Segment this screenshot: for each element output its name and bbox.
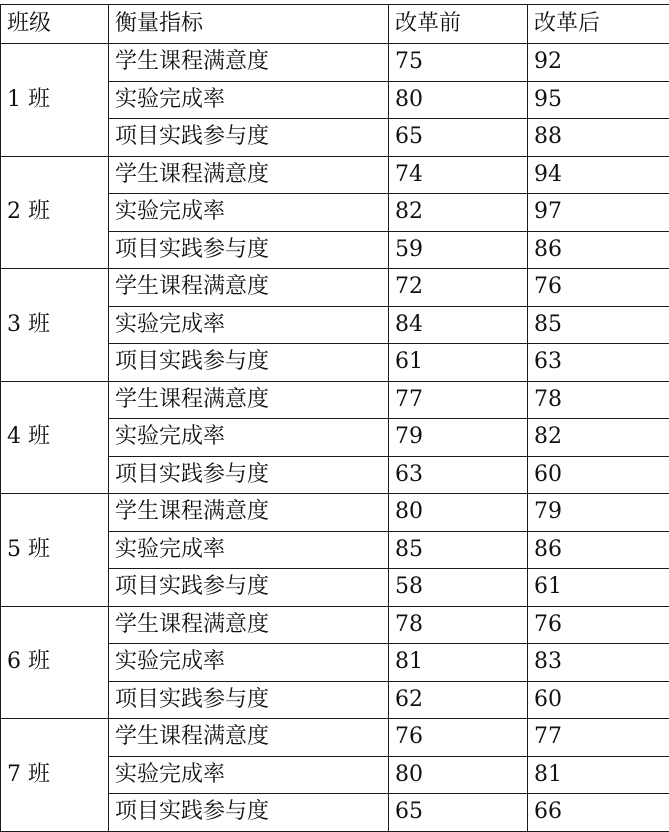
before-value-cell: 65 bbox=[389, 119, 528, 157]
header-before: 改革前 bbox=[389, 5, 528, 44]
after-value-cell: 60 bbox=[528, 681, 669, 719]
metric-cell: 学生课程满意度 bbox=[109, 269, 389, 307]
before-value-cell: 85 bbox=[389, 531, 528, 569]
after-value-cell: 82 bbox=[528, 419, 669, 457]
metric-cell: 学生课程满意度 bbox=[109, 494, 389, 532]
after-value-cell: 94 bbox=[528, 156, 669, 194]
after-value-cell: 97 bbox=[528, 194, 669, 232]
table-row bbox=[1, 719, 669, 757]
before-value-cell: 59 bbox=[389, 231, 528, 269]
metric-cell: 项目实践参与度 bbox=[109, 794, 389, 832]
after-value-cell: 60 bbox=[528, 456, 669, 494]
after-value-cell: 66 bbox=[528, 794, 669, 832]
before-value-cell: 75 bbox=[389, 44, 528, 82]
after-value-cell: 88 bbox=[528, 119, 669, 157]
header-after: 改革后 bbox=[528, 5, 669, 44]
header-metric: 衡量指标 bbox=[109, 5, 389, 44]
before-value-cell: 77 bbox=[389, 381, 528, 419]
table-row bbox=[1, 44, 669, 82]
table-row bbox=[1, 156, 669, 194]
table-header bbox=[1, 5, 669, 44]
before-value-cell: 79 bbox=[389, 419, 528, 457]
class-cell: 5 班 bbox=[1, 494, 109, 607]
after-value-cell: 81 bbox=[528, 756, 669, 794]
before-value-cell: 72 bbox=[389, 269, 528, 307]
after-value-cell: 61 bbox=[528, 569, 669, 607]
before-value-cell: 74 bbox=[389, 156, 528, 194]
metric-cell: 实验完成率 bbox=[109, 756, 389, 794]
after-value-cell: 83 bbox=[528, 644, 669, 682]
class-cell: 4 班 bbox=[1, 381, 109, 494]
header-row bbox=[1, 5, 669, 44]
metric-cell: 项目实践参与度 bbox=[109, 456, 389, 494]
class-cell: 3 班 bbox=[1, 269, 109, 382]
metric-cell: 项目实践参与度 bbox=[109, 569, 389, 607]
before-value-cell: 62 bbox=[389, 681, 528, 719]
after-value-cell: 77 bbox=[528, 719, 669, 757]
metric-cell: 学生课程满意度 bbox=[109, 719, 389, 757]
before-value-cell: 82 bbox=[389, 194, 528, 232]
after-value-cell: 86 bbox=[528, 231, 669, 269]
class-reform-table bbox=[0, 4, 669, 832]
metric-cell: 学生课程满意度 bbox=[109, 606, 389, 644]
metric-cell: 项目实践参与度 bbox=[109, 231, 389, 269]
after-value-cell: 76 bbox=[528, 606, 669, 644]
metric-cell: 实验完成率 bbox=[109, 81, 389, 119]
after-value-cell: 63 bbox=[528, 344, 669, 382]
before-value-cell: 58 bbox=[389, 569, 528, 607]
after-value-cell: 92 bbox=[528, 44, 669, 82]
metric-cell: 项目实践参与度 bbox=[109, 119, 389, 157]
before-value-cell: 84 bbox=[389, 306, 528, 344]
after-value-cell: 79 bbox=[528, 494, 669, 532]
metric-cell: 实验完成率 bbox=[109, 531, 389, 569]
after-value-cell: 95 bbox=[528, 81, 669, 119]
metric-cell: 实验完成率 bbox=[109, 419, 389, 457]
before-value-cell: 80 bbox=[389, 494, 528, 532]
before-value-cell: 65 bbox=[389, 794, 528, 832]
table-row bbox=[1, 494, 669, 532]
before-value-cell: 61 bbox=[389, 344, 528, 382]
table-row bbox=[1, 381, 669, 419]
after-value-cell: 85 bbox=[528, 306, 669, 344]
after-value-cell: 78 bbox=[528, 381, 669, 419]
class-cell: 7 班 bbox=[1, 719, 109, 832]
after-value-cell: 76 bbox=[528, 269, 669, 307]
metric-cell: 学生课程满意度 bbox=[109, 44, 389, 82]
metric-cell: 学生课程满意度 bbox=[109, 381, 389, 419]
metric-cell: 项目实践参与度 bbox=[109, 344, 389, 382]
metric-cell: 实验完成率 bbox=[109, 644, 389, 682]
before-value-cell: 63 bbox=[389, 456, 528, 494]
before-value-cell: 80 bbox=[389, 756, 528, 794]
class-cell: 6 班 bbox=[1, 606, 109, 719]
after-value-cell: 86 bbox=[528, 531, 669, 569]
before-value-cell: 76 bbox=[389, 719, 528, 757]
before-value-cell: 80 bbox=[389, 81, 528, 119]
class-cell: 1 班 bbox=[1, 44, 109, 157]
class-cell: 2 班 bbox=[1, 156, 109, 269]
metric-cell: 项目实践参与度 bbox=[109, 681, 389, 719]
table-body bbox=[1, 44, 669, 832]
metric-cell: 实验完成率 bbox=[109, 194, 389, 232]
metric-cell: 实验完成率 bbox=[109, 306, 389, 344]
table-row bbox=[1, 606, 669, 644]
before-value-cell: 81 bbox=[389, 644, 528, 682]
metric-cell: 学生课程满意度 bbox=[109, 156, 389, 194]
table-row bbox=[1, 269, 669, 307]
header-class: 班级 bbox=[1, 5, 109, 44]
before-value-cell: 78 bbox=[389, 606, 528, 644]
